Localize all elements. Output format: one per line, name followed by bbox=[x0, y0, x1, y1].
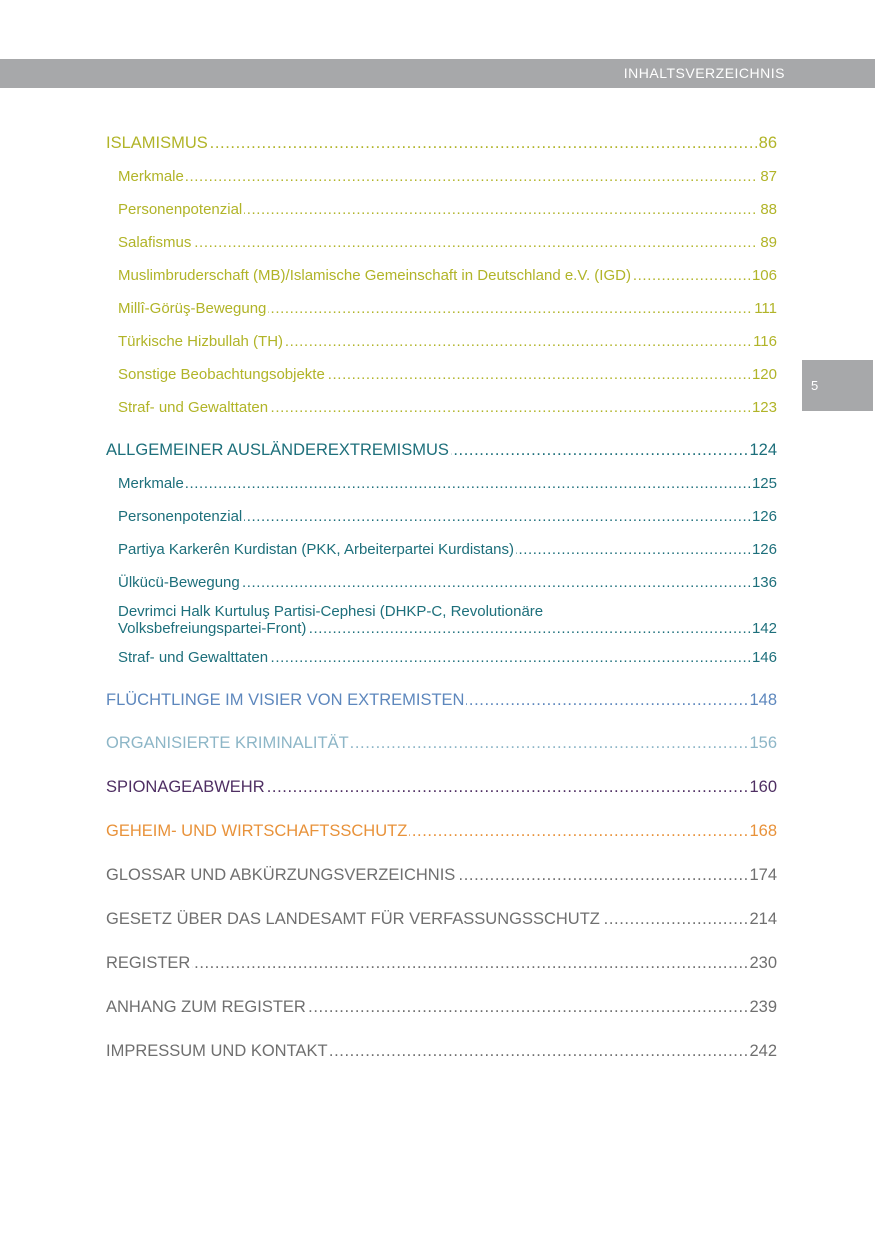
toc-entry-page: 160 bbox=[747, 774, 777, 801]
toc-entry-anhang[interactable] bbox=[106, 994, 777, 1021]
toc-entry-title: GESETZ ÜBER DAS LANDESAMT FÜR VERFASSUNGSSCHUTZ bbox=[106, 910, 600, 928]
toc-entry-sonstige[interactable] bbox=[118, 362, 777, 388]
toc-entry-title: Partiya Karkerên Kurdistan (PKK, Arbeiterpartei Kurdistans) bbox=[118, 541, 515, 558]
toc-entry-title: REGISTER bbox=[106, 954, 191, 972]
toc-entry-page: 168 bbox=[747, 818, 777, 845]
toc-entry-title: Merkmale bbox=[118, 168, 184, 185]
toc-entry-impressum[interactable] bbox=[106, 1038, 777, 1065]
toc-entry-title: SPIONAGEABWEHR bbox=[106, 778, 265, 796]
toc-entry-page: 126 bbox=[750, 504, 777, 530]
toc-entry-page: 124 bbox=[747, 437, 777, 464]
toc-entry-page: 174 bbox=[747, 862, 777, 889]
toc-entry-page: 120 bbox=[750, 362, 777, 388]
toc-entry-merkmale[interactable] bbox=[118, 164, 777, 190]
toc-entry-pkk[interactable] bbox=[118, 537, 777, 563]
toc-entry-title: Türkische Hizbullah (TH) bbox=[118, 333, 284, 350]
toc-entry-title: Personenpotenzial bbox=[118, 508, 243, 525]
toc-entry-title-line2: Volksbefreiungspartei-Front) bbox=[118, 620, 307, 637]
toc-entry-page: 88 bbox=[758, 197, 777, 223]
toc-entry-personenpotenzial-ae[interactable] bbox=[118, 504, 777, 530]
toc-entry-title: ORGANISIERTE KRIMINALITÄT bbox=[106, 734, 349, 752]
toc-entry-page: 116 bbox=[751, 329, 777, 355]
toc-entry-title: ANHANG ZUM REGISTER bbox=[106, 998, 306, 1016]
page-number-tab bbox=[802, 360, 873, 411]
toc-entry-merkmale-ae[interactable] bbox=[118, 471, 777, 497]
toc-entry-register[interactable] bbox=[106, 950, 777, 977]
toc-entry-title: IMPRESSUM UND KONTAKT bbox=[106, 1042, 328, 1060]
toc-entry-page: 125 bbox=[750, 471, 777, 497]
toc-entry-title: GEHEIM- UND WIRTSCHAFTSSCHUTZ bbox=[106, 822, 408, 840]
toc-entry-page: 123 bbox=[750, 395, 777, 421]
toc-entry-straftaten-islamismus[interactable] bbox=[118, 395, 777, 421]
toc-entry-page: 230 bbox=[747, 950, 777, 977]
toc-entry-uelkuecue[interactable] bbox=[118, 570, 777, 596]
toc-entry-geheimschutz[interactable] bbox=[106, 818, 777, 845]
toc-entry-auslaenderextremismus[interactable] bbox=[106, 437, 777, 464]
toc-entry-title: Salafismus bbox=[118, 234, 192, 251]
toc-entry-title-line1: Devrimci Halk Kurtuluş Partisi-Cephesi (DHKP-C, Revolutionäre bbox=[118, 603, 777, 620]
toc-entry-title: Millî-Görüş-Bewegung bbox=[118, 300, 267, 317]
toc-entry-title: ISLAMISMUS bbox=[106, 134, 208, 152]
toc-entry-salafismus[interactable] bbox=[118, 230, 777, 256]
toc-entry-dhkp-c[interactable] bbox=[118, 603, 777, 637]
toc-entry-milli-goerues[interactable] bbox=[118, 296, 777, 322]
toc-entry-page: 86 bbox=[757, 130, 777, 157]
toc-entry-page: 111 bbox=[752, 296, 777, 322]
toc-entry-title: Merkmale bbox=[118, 475, 184, 492]
toc-entry-title: ALLGEMEINER AUSLÄNDEREXTREMISMUS bbox=[106, 441, 449, 459]
toc-entry-hizbullah[interactable] bbox=[118, 329, 777, 355]
toc-entry-personenpotenzial[interactable] bbox=[118, 197, 777, 223]
toc-entry-title: FLÜCHTLINGE IM VISIER VON EXTREMISTEN bbox=[106, 691, 465, 709]
toc-entry-straftaten-ae[interactable] bbox=[118, 645, 777, 671]
header-bar bbox=[0, 59, 875, 88]
toc-entry-page: 239 bbox=[747, 994, 777, 1021]
toc-entry-page: 242 bbox=[747, 1038, 777, 1065]
toc-entry-page: 214 bbox=[747, 906, 777, 933]
toc-entry-title: Straf- und Gewalttaten bbox=[118, 399, 269, 416]
toc-entry-page: 126 bbox=[750, 537, 777, 563]
toc-entry-page: 142 bbox=[751, 620, 777, 637]
toc-entry-glossar[interactable] bbox=[106, 862, 777, 889]
toc-entry-title: GLOSSAR UND ABKÜRZUNGSVERZEICHNIS bbox=[106, 866, 456, 884]
toc-entry-gesetz[interactable] bbox=[106, 906, 777, 933]
toc-entry-spionage[interactable] bbox=[106, 774, 777, 801]
toc-entry-page: 148 bbox=[747, 687, 777, 714]
toc-entry-page: 89 bbox=[758, 230, 777, 256]
toc-entry-kriminalitaet[interactable] bbox=[106, 730, 777, 757]
header-title: INHALTSVERZEICHNIS bbox=[623, 65, 785, 81]
toc-entry-islamismus[interactable] bbox=[106, 130, 777, 157]
toc-entry-title: Straf- und Gewalttaten bbox=[118, 649, 269, 666]
toc-entry-page: 146 bbox=[750, 645, 777, 671]
toc-entry-title: Muslimbruderschaft (MB)/Islamische Gemeinschaft in Deutschland e.V. (IGD) bbox=[118, 267, 631, 284]
toc-entry-title: Personenpotenzial bbox=[118, 201, 243, 218]
toc-entry-title: Ülkücü-Bewegung bbox=[118, 574, 240, 591]
toc-entry-page: 87 bbox=[758, 164, 777, 190]
toc-entry-page: 156 bbox=[747, 730, 777, 757]
toc-entry-fluechtlinge[interactable] bbox=[106, 687, 777, 714]
toc-entry-title: Sonstige Beobachtungsobjekte bbox=[118, 366, 325, 383]
toc-entry-page: 106 bbox=[750, 263, 777, 289]
toc-entry-muslimbruderschaft[interactable] bbox=[118, 263, 777, 289]
page-number: 5 bbox=[811, 378, 819, 393]
table-of-contents bbox=[106, 128, 777, 1065]
toc-entry-page: 136 bbox=[750, 570, 777, 596]
